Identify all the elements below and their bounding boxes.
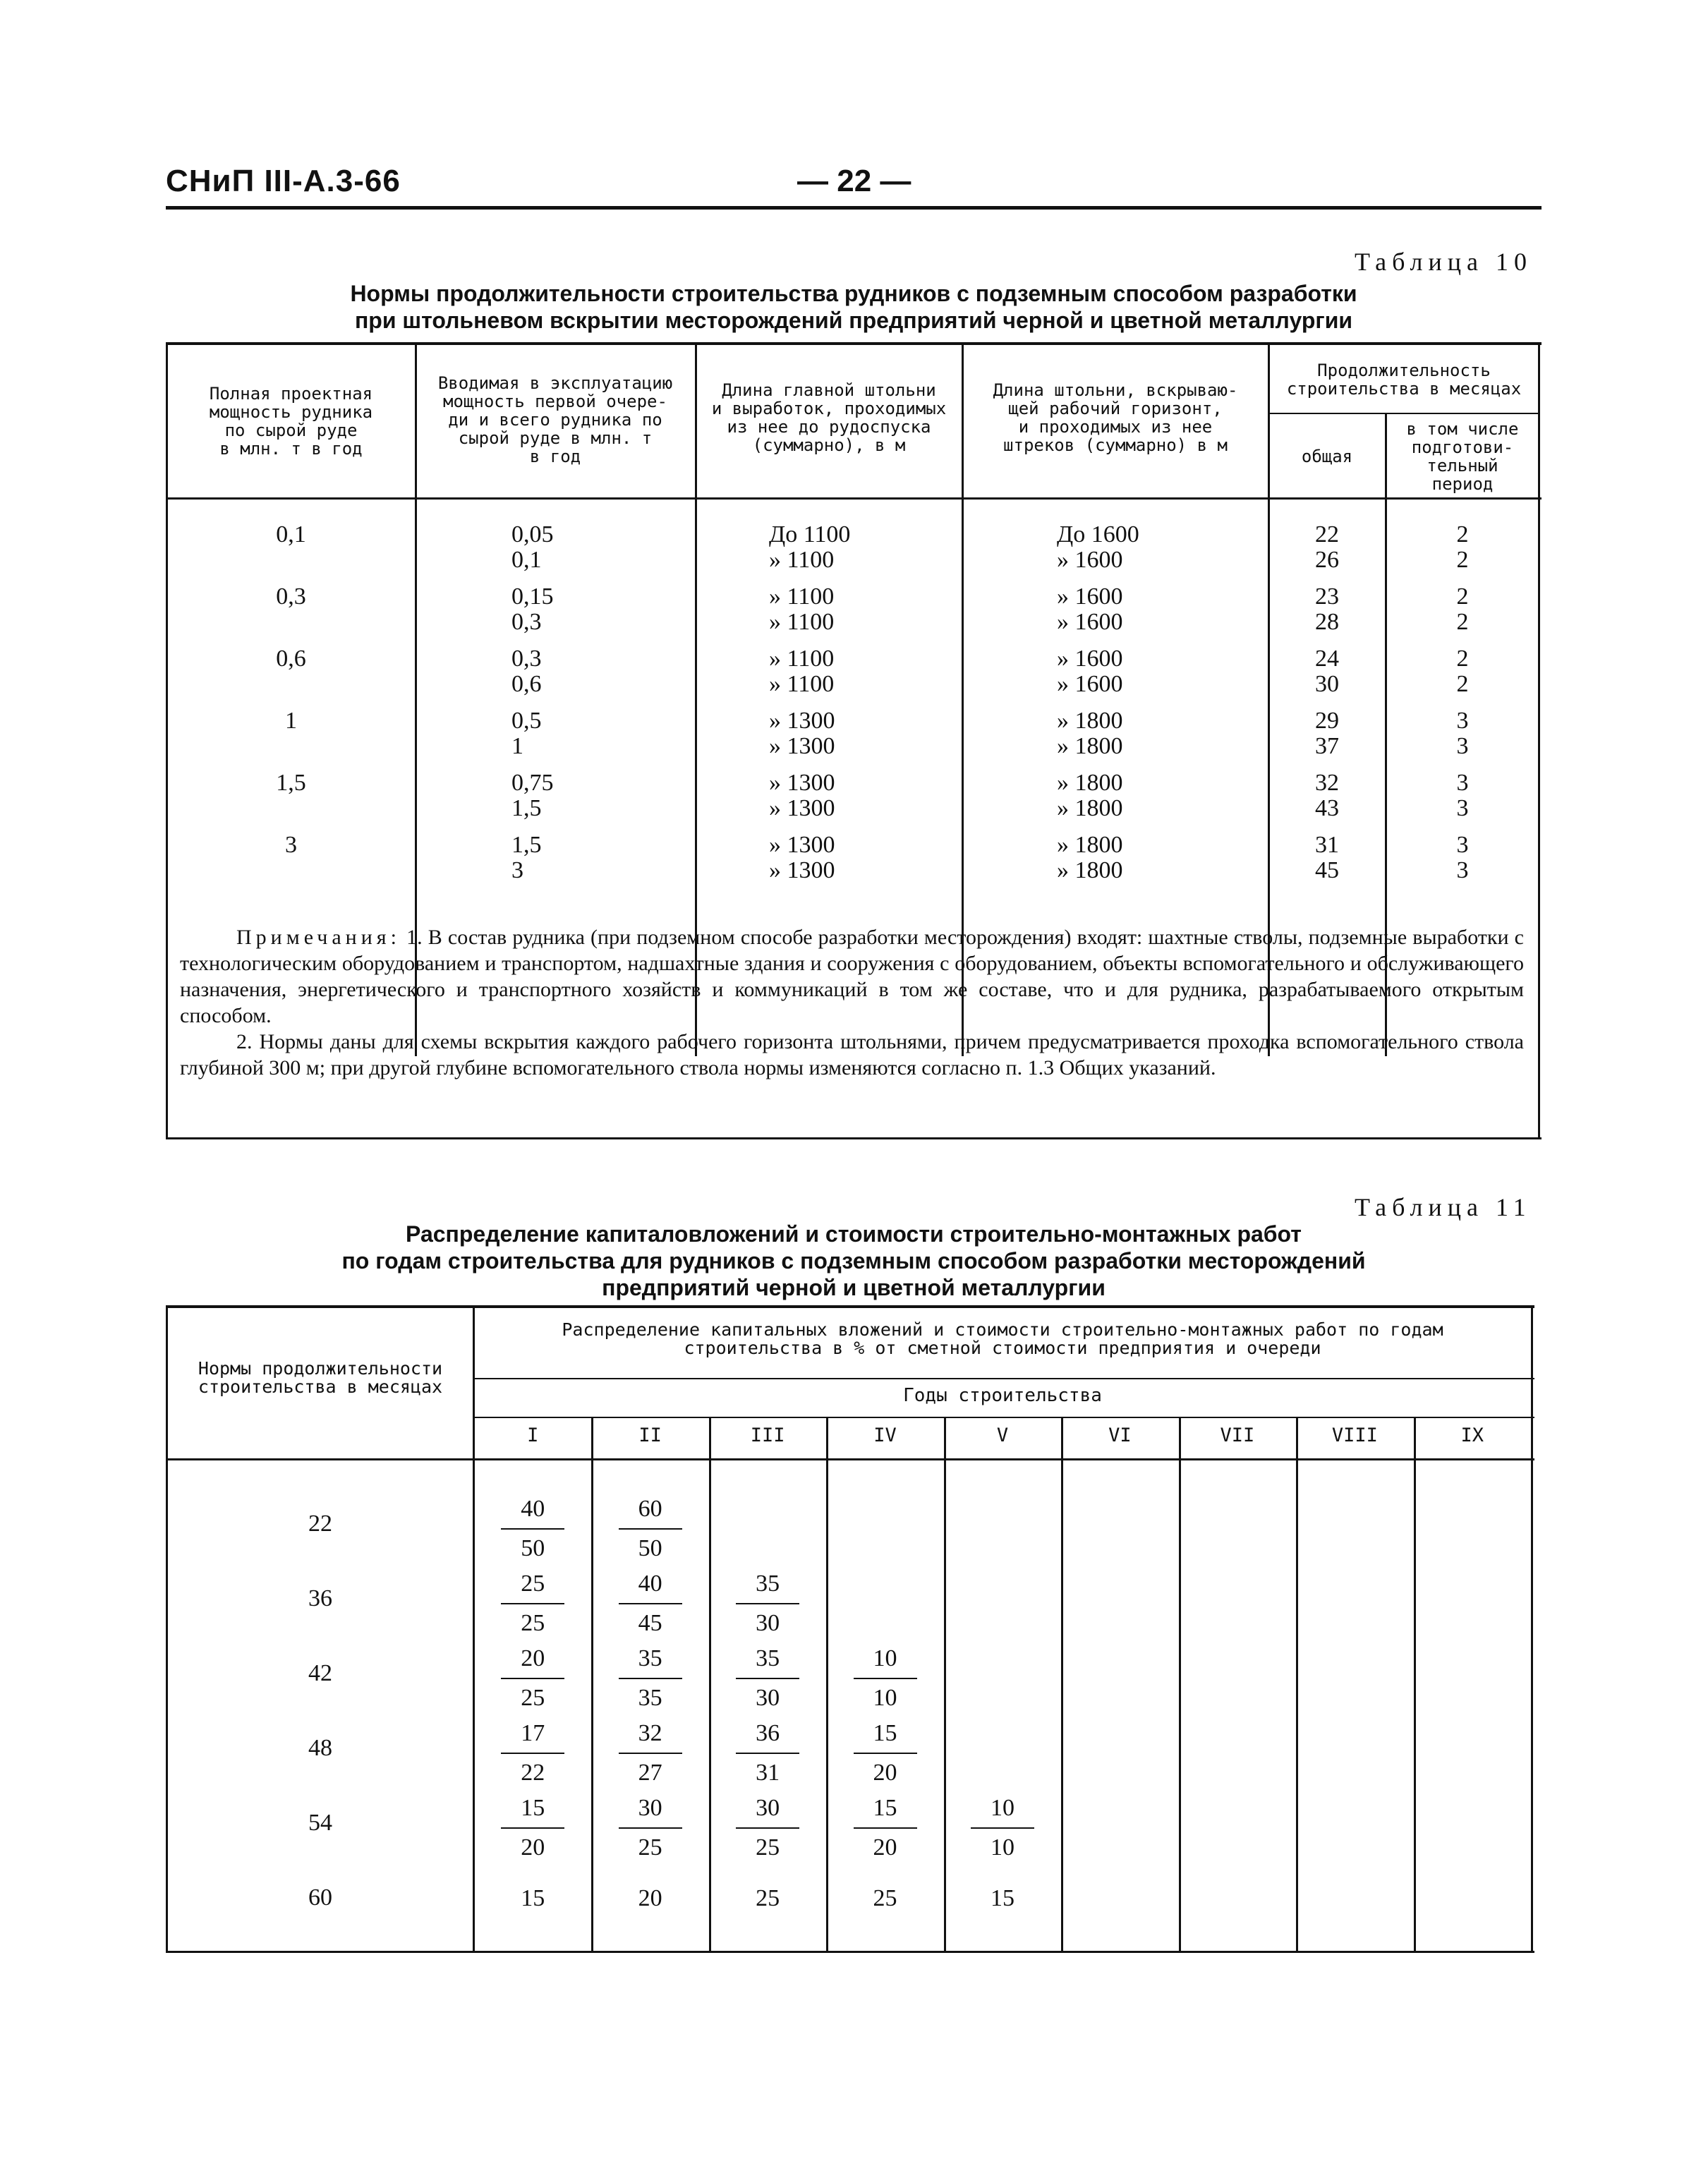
table11-year-divider [1296, 1417, 1298, 1951]
table10-cell-cap: 1 [285, 708, 297, 734]
table10-cell-adit: » 1600 [1057, 646, 1123, 672]
table10-cell-adit: » 1800 [1057, 832, 1123, 858]
table10-cell-prep: 2 [1456, 583, 1469, 610]
construction-share: 30 [756, 1610, 780, 1636]
table10-cell-main: » 1100 [769, 646, 835, 672]
table11-left-border [166, 1308, 168, 1953]
construction-share: 50 [638, 1535, 662, 1561]
header-line: штреков (суммарно) в м [1003, 435, 1228, 455]
table10-cell-first: 3 [511, 857, 523, 883]
table10-cell-main: » 1100 [769, 547, 835, 573]
table10-cell-adit: » 1600 [1057, 671, 1123, 697]
table10-cell-adit: » 1800 [1057, 770, 1123, 796]
capital-share: 10 [854, 1645, 917, 1679]
table11-year-divider [1061, 1417, 1063, 1951]
header-line: Вводимая в эксплуатацию [437, 373, 673, 393]
capital-share: 30 [736, 1795, 799, 1829]
table11-value [847, 1795, 924, 1861]
table10-header-prep [1388, 420, 1537, 493]
capital-share: 15 [854, 1795, 917, 1829]
table11-value [612, 1496, 689, 1562]
year-header: V [996, 1424, 1009, 1446]
table11-year-divider [944, 1417, 946, 1951]
year-header: II [638, 1424, 662, 1446]
header-line: строительства в месяцах [198, 1377, 443, 1397]
table10-title-line2: при штольневом вскрытии месторождений предприятий черной и цветной металлургии [354, 308, 1353, 333]
table11-year-divider [1414, 1417, 1416, 1951]
table10-cell-main: » 1300 [769, 795, 835, 821]
table10-title [166, 280, 1542, 334]
table10-header-capacity [169, 385, 413, 458]
table10-label: Таблица 10 [1355, 248, 1532, 276]
capital-share: 40 [501, 1496, 564, 1530]
table10-cell-first: 0,3 [511, 609, 542, 635]
capital-share: 20 [501, 1645, 564, 1679]
table10-cell-total: 32 [1315, 770, 1339, 796]
construction-share: 10 [873, 1685, 897, 1711]
table11-value [494, 1645, 571, 1712]
capital-share: 10 [971, 1795, 1034, 1829]
header-line: подготови- [1411, 437, 1514, 457]
table10-cell-adit: » 1800 [1057, 857, 1123, 883]
year-header: I [527, 1424, 539, 1446]
combined-share: 25 [873, 1885, 897, 1911]
combined-share: 20 [638, 1885, 662, 1911]
construction-share: 20 [873, 1760, 897, 1786]
note-1-text: 1. В состав рудника (при подземном способе разработки месторождения) входят: шахтные стволы, подземные выработки с технологическим оборудованием и транспортом, надшахтные здания и сооружения с оборудованием, объекты вспомогательного и обслуживающего назначения, энергетического и транспортного хозяйств и коммуникаций в том же составе, что и для рудника, разрабатываемого открытым способом. [180, 926, 1525, 1027]
table10-cell-first: 0,75 [511, 770, 554, 796]
table10-cell-first: 0,05 [511, 521, 554, 547]
table10-cell-adit: » 1800 [1057, 733, 1123, 759]
header-line: из нее до рудоспуска [727, 417, 931, 437]
header-line: в год [529, 447, 581, 466]
table10-top-rule [166, 342, 1542, 345]
table10-cell-first: 0,6 [511, 671, 542, 697]
header-line: сырой руде в млн. т [458, 428, 653, 448]
header-line: в том числе [1406, 419, 1519, 439]
table10-cell-prep: 2 [1456, 671, 1469, 697]
combined-share: 15 [521, 1885, 545, 1911]
table10-cell-first: 1 [511, 733, 523, 759]
construction-share: 22 [521, 1760, 545, 1786]
table11-value [612, 1795, 689, 1861]
table10-header-total: общая [1301, 447, 1353, 466]
table11-value [729, 1571, 806, 1637]
table10-header-adit [964, 381, 1266, 454]
header-rule [166, 206, 1542, 210]
document-code: СНиП III-А.3-66 [166, 164, 401, 198]
construction-share: 25 [638, 1834, 662, 1861]
table10-header-rule [166, 497, 1542, 500]
table11-value [964, 1885, 1041, 1912]
table11-header-years: Годы строительства [903, 1385, 1102, 1406]
table10-cell-prep: 3 [1456, 733, 1469, 759]
construction-share: 10 [991, 1834, 1014, 1861]
header-line: и проходимых из нее [1018, 417, 1213, 437]
table10-header-first-stage [418, 374, 693, 466]
table10-cell-main: » 1300 [769, 733, 835, 759]
table10-cell-total: 37 [1315, 733, 1339, 759]
construction-share: 50 [521, 1535, 545, 1561]
capital-share: 25 [501, 1571, 564, 1604]
table10-cell-adit: До 1600 [1057, 521, 1139, 547]
header-line: тельный [1427, 456, 1498, 476]
header-line: Длина штольни, вскрываю- [993, 380, 1238, 400]
table10-cell-cap: 3 [285, 832, 297, 858]
table11-bottom-rule [166, 1951, 1534, 1953]
table11-year-divider [591, 1417, 593, 1951]
table10-cell-main: » 1100 [769, 671, 835, 697]
table10-cell-cap: 0,1 [276, 521, 306, 547]
header-line: мощность рудника [209, 402, 373, 422]
table10-cell-adit: » 1600 [1057, 609, 1123, 635]
table10-cell-main: » 1300 [769, 770, 835, 796]
capital-share: 35 [619, 1645, 682, 1679]
table11-year-divider [826, 1417, 828, 1951]
table11-value [494, 1795, 571, 1861]
header-line: в млн. т в год [219, 439, 363, 459]
table10-cell-main: » 1100 [769, 583, 835, 610]
table11-value [729, 1720, 806, 1786]
capital-share: 60 [619, 1496, 682, 1530]
note-2 [180, 1029, 1524, 1081]
capital-share: 35 [736, 1645, 799, 1679]
table11-value [847, 1885, 924, 1912]
table11-title-line2: по годам строительства для рудников с подземным способом разработки месторождений [341, 1248, 1366, 1273]
capital-share: 40 [619, 1571, 682, 1604]
table10-bottom-rule [166, 1137, 1542, 1139]
table10-notes [180, 924, 1524, 1081]
table11-col-divider [473, 1308, 475, 1951]
construction-share: 31 [756, 1760, 780, 1786]
table11-value [612, 1571, 689, 1637]
table11-months: 54 [308, 1810, 332, 1836]
table11-value [847, 1645, 924, 1712]
table10-cell-main: До 1100 [769, 521, 851, 547]
table10-header-main-adit [698, 381, 960, 454]
table10-cell-total: 28 [1315, 609, 1339, 635]
table10-cell-prep: 2 [1456, 646, 1469, 672]
construction-share: 45 [638, 1610, 662, 1636]
table10-cell-adit: » 1800 [1057, 795, 1123, 821]
table11-header-months [169, 1360, 471, 1396]
table11-value [612, 1885, 689, 1912]
table11-right-border [1531, 1308, 1533, 1953]
table10-left-border [166, 345, 168, 1139]
construction-share: 30 [756, 1685, 780, 1711]
table10-sub-rule [1270, 413, 1538, 414]
table11-label: Таблица 11 [1355, 1193, 1532, 1221]
note-1 [180, 924, 1524, 1029]
table11-value [964, 1795, 1041, 1861]
table11-months: 60 [308, 1884, 332, 1911]
construction-share: 20 [521, 1834, 545, 1861]
table10-cell-total: 30 [1315, 671, 1339, 697]
table11-header-distribution [477, 1321, 1528, 1357]
table10-cell-total: 26 [1315, 547, 1339, 573]
capital-share: 35 [736, 1571, 799, 1604]
table10-cell-adit: » 1600 [1057, 583, 1123, 610]
table10-cell-first: 0,15 [511, 583, 554, 610]
page-number: — 22 — [797, 164, 911, 198]
capital-share: 36 [736, 1720, 799, 1754]
table10-cell-prep: 3 [1456, 857, 1469, 883]
table10-cell-first: 0,1 [511, 547, 542, 573]
table11-months: 42 [308, 1660, 332, 1686]
header-line: Длина главной штольни [722, 380, 936, 400]
table10-cell-prep: 2 [1456, 547, 1469, 573]
table11-value [729, 1885, 806, 1912]
header-line: строительства в месяцах [1286, 379, 1522, 399]
construction-share: 27 [638, 1760, 662, 1786]
construction-share: 25 [756, 1834, 780, 1861]
table10-cell-first: 1,5 [511, 795, 542, 821]
table11-value [494, 1720, 571, 1786]
header-line: период [1431, 474, 1494, 494]
table10-cell-prep: 2 [1456, 521, 1469, 547]
table11-value [612, 1645, 689, 1712]
table10-cell-cap: 0,6 [276, 646, 306, 672]
year-header: VII [1220, 1424, 1255, 1446]
table10-cell-adit: » 1600 [1057, 547, 1123, 573]
year-header: VIII [1331, 1424, 1378, 1446]
table10-cell-total: 24 [1315, 646, 1339, 672]
year-header: IV [873, 1424, 897, 1446]
table11-header-rule [166, 1458, 1534, 1460]
table11-months: 48 [308, 1735, 332, 1761]
table11-year-divider [1179, 1417, 1181, 1951]
table10-cell-total: 31 [1315, 832, 1339, 858]
combined-share: 25 [756, 1885, 780, 1911]
construction-share: 35 [638, 1685, 662, 1711]
note-2-text: 2. Нормы даны для схемы вскрытия каждого рабочего горизонта штольнями, причем предусматривается проходка вспомогательного ствола глубиной 300 м; при другой глубине вспомогательного ствола нормы изменяются согласно п. 1.3 Общих указаний. [180, 1030, 1524, 1079]
notes-title: Примечания: [236, 926, 401, 949]
table10-cell-prep: 3 [1456, 832, 1469, 858]
year-header: VI [1108, 1424, 1132, 1446]
table11-title-line1: Распределение капиталовложений и стоимости строительно-монтажных работ [406, 1221, 1302, 1247]
table10-cell-first: 1,5 [511, 832, 542, 858]
table11-months: 22 [308, 1511, 332, 1537]
table11-years-rule [474, 1417, 1534, 1418]
header-line: и выработок, проходимых [711, 399, 947, 418]
table10-cell-main: » 1300 [769, 832, 835, 858]
table10-cell-total: 45 [1315, 857, 1339, 883]
table10-cell-total: 43 [1315, 795, 1339, 821]
capital-share: 30 [619, 1795, 682, 1829]
header-line: (суммарно), в м [752, 435, 906, 455]
table10-header-duration [1271, 361, 1537, 398]
table10-cell-prep: 2 [1456, 609, 1469, 635]
table10-title-line1: Нормы продолжительности строительства рудников с подземным способом разработки [350, 281, 1357, 306]
header-line: щей рабочий горизонт, [1008, 399, 1223, 418]
table10-cell-cap: 0,3 [276, 583, 306, 610]
table11-value [847, 1720, 924, 1786]
table10-cell-main: » 1100 [769, 609, 835, 635]
table11-value [494, 1571, 571, 1637]
table10-cell-cap: 1,5 [276, 770, 306, 796]
header-line: по сырой руде [224, 421, 358, 440]
capital-share: 32 [619, 1720, 682, 1754]
table11-title [166, 1221, 1542, 1301]
table11-title-line3: предприятий черной и цветной металлургии [602, 1275, 1106, 1300]
capital-share: 15 [501, 1795, 564, 1829]
table11-value [612, 1720, 689, 1786]
year-header: IX [1460, 1424, 1484, 1446]
table11-value [729, 1795, 806, 1861]
table11-sub-rule [474, 1378, 1534, 1379]
header-line: строительства в % от сметной стоимости предприятия и очереди [684, 1338, 1321, 1358]
header-line: Нормы продолжительности [198, 1358, 443, 1379]
construction-share: 20 [873, 1834, 897, 1861]
header-line: мощность первой очере- [443, 392, 667, 411]
table10-right-border [1538, 345, 1540, 1139]
table10-cell-main: » 1300 [769, 708, 835, 734]
table11-value [494, 1885, 571, 1912]
table10-cell-prep: 3 [1456, 708, 1469, 734]
table11-months: 36 [308, 1585, 332, 1611]
table11-year-divider [709, 1417, 711, 1951]
table10-cell-adit: » 1800 [1057, 708, 1123, 734]
year-header: III [750, 1424, 785, 1446]
table10-cell-total: 23 [1315, 583, 1339, 610]
table10-cell-total: 29 [1315, 708, 1339, 734]
table10-cell-total: 22 [1315, 521, 1339, 547]
header-line: Распределение капитальных вложений и стоимости строительно-монтажных работ по годам [562, 1319, 1443, 1340]
table10-cell-main: » 1300 [769, 857, 835, 883]
construction-share: 25 [521, 1685, 545, 1711]
table11-value [729, 1645, 806, 1712]
table11-top-rule [166, 1305, 1534, 1308]
table10-cell-prep: 3 [1456, 770, 1469, 796]
header-line: Продолжительность [1317, 361, 1491, 380]
table10-cell-first: 0,3 [511, 646, 542, 672]
header-line: ди и всего рудника по [448, 410, 662, 430]
capital-share: 15 [854, 1720, 917, 1754]
table10-cell-first: 0,5 [511, 708, 542, 734]
header-line: Полная проектная [209, 384, 373, 404]
construction-share: 25 [521, 1610, 545, 1636]
capital-share: 17 [501, 1720, 564, 1754]
table10-cell-prep: 3 [1456, 795, 1469, 821]
combined-share: 15 [991, 1885, 1014, 1911]
table11-value [494, 1496, 571, 1562]
